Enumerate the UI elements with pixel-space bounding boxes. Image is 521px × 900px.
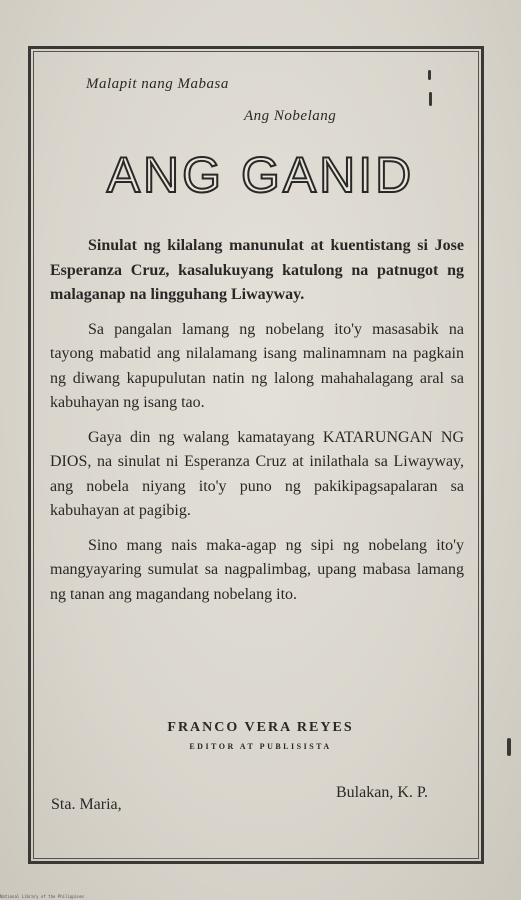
paragraph-order: Sino mang nais maka-agap ng sipi ng nobelang ito'y mangyayaring sumulat sa nagpalimbag, upang mabasa lamang ng tanan ang magandang nobelang ito. [50, 536, 464, 603]
teaser-line-2: Ang Nobelang [244, 108, 337, 124]
paragraph-comparison: Gaya din ng walang kamatayang KATARUNGAN NG DIOS, na sinulat ni Esperanza Cruz at inilathala sa Liwayway, ang nobela niyang ito'y puno ng pakikipagsapalaran sa kabuhayan at pagibig. [50, 428, 464, 519]
editor-role: EDITOR AT PUBLISISTA [189, 742, 332, 751]
place-town: Sta. Maria, [51, 796, 122, 813]
paragraph-author: Sinulat ng kilalang manunulat at kuentistang si Jose Esperanza Cruz, kasalukuyang katulong na patnugot ng malaganap na lingguhang Liwayway. [50, 237, 464, 303]
place-province: Bulakan, K. P. [336, 784, 428, 801]
body-text [50, 234, 464, 617]
paragraph-description: Sa pangalan lamang ng nobelang ito'y masasabik na tayong mabatid ang nilalamang isang malinamnam na pagkain ng diwang kapupulutan natin ng lalong mahahalagang aral sa kabuhayan ng isang tao. [50, 320, 464, 411]
ink-smudge [428, 70, 431, 80]
novel-title: ANG GANID [106, 147, 415, 203]
editor-name: FRANCO VERA REYES [167, 720, 354, 735]
teaser-line-1: Malapit nang Mabasa [86, 76, 229, 92]
scan-footer: National Library of the Philippines [0, 894, 85, 899]
ink-smudge [429, 92, 432, 106]
ink-smudge [507, 738, 511, 756]
